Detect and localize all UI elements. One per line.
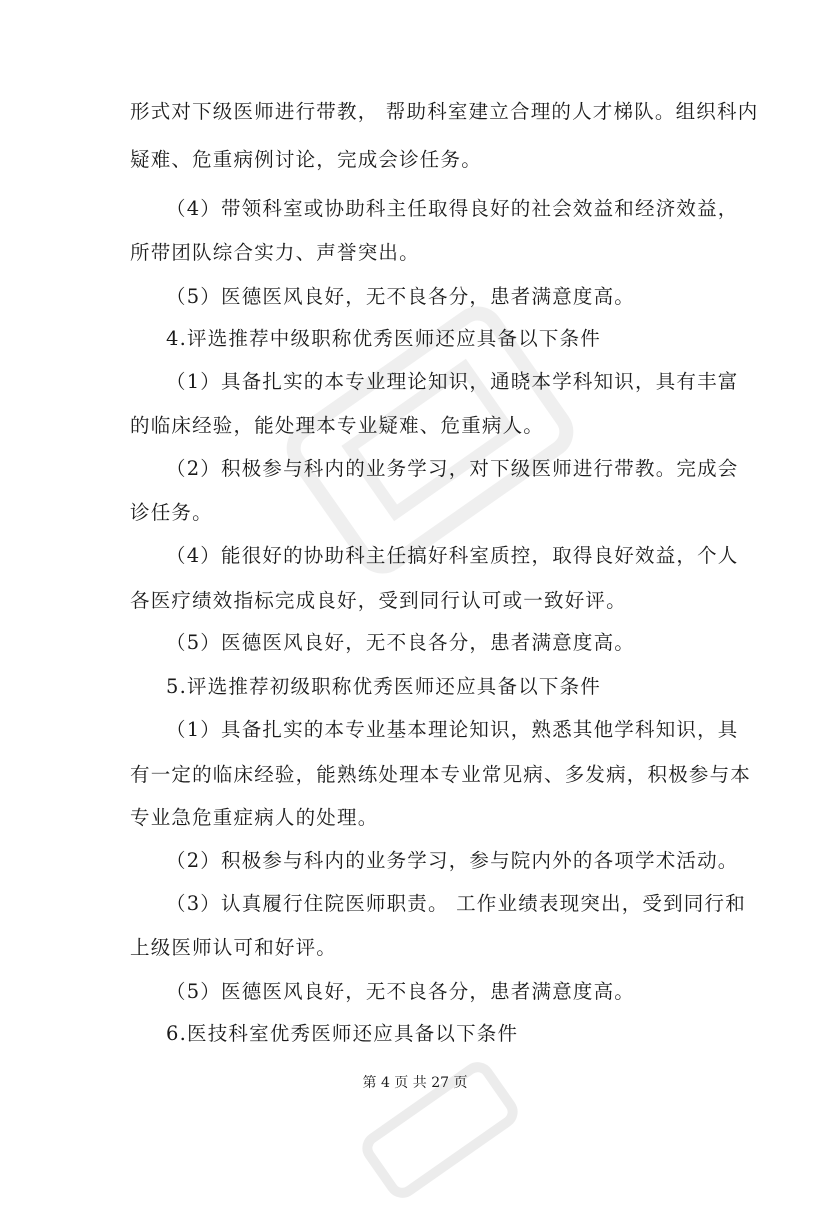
paragraph-line-3: （4）带领科室或协助科主任取得良好的社会效益和经济效益， <box>166 197 739 220</box>
section-heading-6: 6.医技科室优秀医师还应具备以下条件 <box>166 1022 519 1045</box>
page-number-label: 第 4 页 共 27 页 <box>362 1075 468 1091</box>
section-heading-5: 5.评选推荐初级职称优秀医师还应具备以下条件 <box>166 675 602 698</box>
paragraph-line-20: 上级医师认可和好评。 <box>130 936 338 959</box>
paragraph-line-12: 各医疗绩效指标完成良好，受到同行认可或一致好评。 <box>130 589 627 612</box>
paragraph-line-17: 专业急危重症病人的处理。 <box>130 806 379 829</box>
paragraph-line-16: 有一定的临床经验，能熟练处理本专业常见病、多发病，积极参与本 <box>130 763 752 786</box>
paragraph-line-19: （3）认真履行住院医师职责。 工作业绩表现突出，受到同行和 <box>166 892 746 915</box>
paragraph-line-2: 疑难、危重病例讨论，完成会诊任务。 <box>130 148 482 171</box>
paragraph-line-4: 所带团队综合实力、声誉突出。 <box>130 241 420 264</box>
paragraph-line-10: 诊任务。 <box>130 501 213 524</box>
page-footer <box>0 1074 830 1092</box>
section-heading-4: 4.评选推荐中级职称优秀医师还应具备以下条件 <box>166 327 602 350</box>
paragraph-line-18: （2）积极参与科内的业务学习，参与院内外的各项学术活动。 <box>166 849 739 872</box>
paragraph-line-15: （1）具备扎实的本专业基本理论知识，熟悉其他学科知识，具 <box>166 718 739 741</box>
paragraph-line-9: （2）积极参与科内的业务学习，对下级医师进行带教。完成会 <box>166 457 739 480</box>
paragraph-line-11: （4）能很好的协助科主任搞好科室质控，取得良好效益，个人 <box>166 544 739 567</box>
paragraph-line-1: 形式对下级医师进行带教， 帮助科室建立合理的人才梯队。组织科内 <box>130 100 759 123</box>
paragraph-line-5: （5）医德医风良好，无不良各分，患者满意度高。 <box>166 285 636 308</box>
paragraph-line-7: （1）具备扎实的本专业理论知识，通晓本学科知识，具有丰富 <box>166 370 739 393</box>
paragraph-line-8: 的临床经验，能处理本专业疑难、危重病人。 <box>130 414 545 437</box>
paragraph-line-13: （5）医德医风良好，无不良各分，患者满意度高。 <box>166 631 636 654</box>
paragraph-line-21: （5）医德医风良好，无不良各分，患者满意度高。 <box>166 980 636 1003</box>
